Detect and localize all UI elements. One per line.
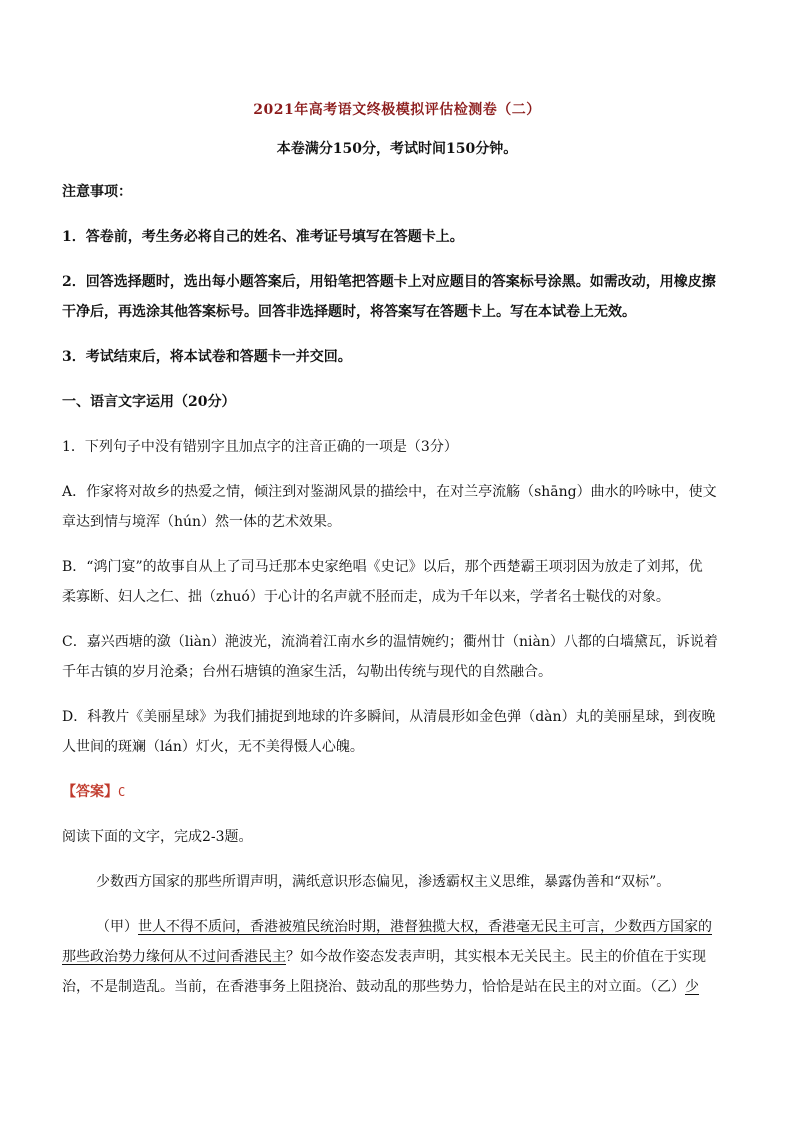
reading-paragraph-2-line-2-rest: ？如今故作姿态发表声明，其实根本无关民主。民主的价值在于实现 [286,949,706,965]
exam-title: 2021年高考语文终极模拟评估检测卷（二） [253,102,541,118]
question-1-option-c-line-2: 千年古镇的岁月沧桑；台州石塘镇的渔家生活，勾勒出传统与现代的自然融合。 [62,664,552,680]
notes-item-3: 3．考试结束后，将本试卷和答题卡一并交回。 [62,349,352,365]
question-1-answer [62,782,125,802]
notes-heading: 注意事项： [62,184,132,200]
answer-value: C [118,785,126,799]
answer-label: 【答案】 [62,784,118,800]
notes-item-2-line-1: 2．回答选择题时，选出每小题答案后，用铅笔把答题卡上对应题目的答案标号涂黑。如需改动，用橡皮擦 [62,274,716,290]
question-1-option-c-line-1: C．嘉兴西塘的潋（liàn）滟波光，流淌着江南水乡的温情婉约；衢州廿（niàn）八都的白墙黛瓦，诉说着 [62,634,718,650]
question-1-option-a-line-2: 章达到情与境浑（hún）然一体的艺术效果。 [62,514,342,530]
reading-paragraph-2-line-1 [96,917,712,937]
question-1-option-d-line-2: 人世间的斑斓（lán）灯火，无不美得慑人心魄。 [62,739,364,755]
question-1-option-b-line-2: 柔寡断、妇人之仁、拙（zhuó）于心计的名声就不胫而走，成为千年以来，学者名士鞑伐的对象。 [62,589,670,605]
reading-paragraph-2-line-3 [62,977,699,997]
question-1-option-d-line-1: D．科教片《美丽星球》为我们捕捉到地球的许多瞬间，从清晨形如金色弹（dàn）丸的美丽星球，到夜晚 [62,709,716,725]
underlined-sentence-jia-part-1: 世人不得不质问，香港被殖民统治时期，港督独揽大权，香港毫无民主可言，少数西方国家的 [138,919,712,935]
question-1-option-b-line-1: B．“鸿门宴”的故事自从上了司马迁那本史家绝唱《史记》以后，那个西楚霸王项羽因为放走了刘邦，优 [62,559,703,575]
question-1-stem: 1．下列句子中没有错别字且加点字的注音正确的一项是（3分） [62,439,458,455]
reading-paragraph-2-line-2 [62,947,706,967]
underlined-sentence-jia-part-2: 那些政治势力缘何从不过问香港民主 [62,949,286,965]
section-1-heading: 一、语言文字运用（20分） [62,394,236,410]
passage-marker-jia: （甲） [96,919,138,935]
exam-subtitle: 本卷满分150分，考试时间150分钟。 [276,141,518,157]
question-1-option-a-line-1: A．作家将对故乡的热爱之情，倾注到对鉴湖风景的描绘中，在对兰亭流觞（shāng）曲水的吟咏中，使文 [62,484,717,500]
notes-item-1: 1．答卷前，考生务必将自己的姓名、准考证号填写在答题卡上。 [62,229,464,245]
underlined-sentence-yi-start: 少 [685,979,699,995]
notes-item-2-line-2: 干净后，再选涂其他答案标号。回答非选择题时，将答案写在答题卡上。写在本试卷上无效。 [62,304,636,320]
reading-intro: 阅读下面的文字，完成2-3题。 [62,829,253,845]
reading-paragraph-2-line-3-text: 治，不是制造乱。当前，在香港事务上阻挠治、鼓动乱的那些势力，恰恰是站在民主的对立面。（乙） [62,979,685,995]
reading-paragraph-1: 少数西方国家的那些所谓声明，满纸意识形态偏见，渗透霸权主义思维，暴露伪善和“双标”。 [96,874,671,890]
